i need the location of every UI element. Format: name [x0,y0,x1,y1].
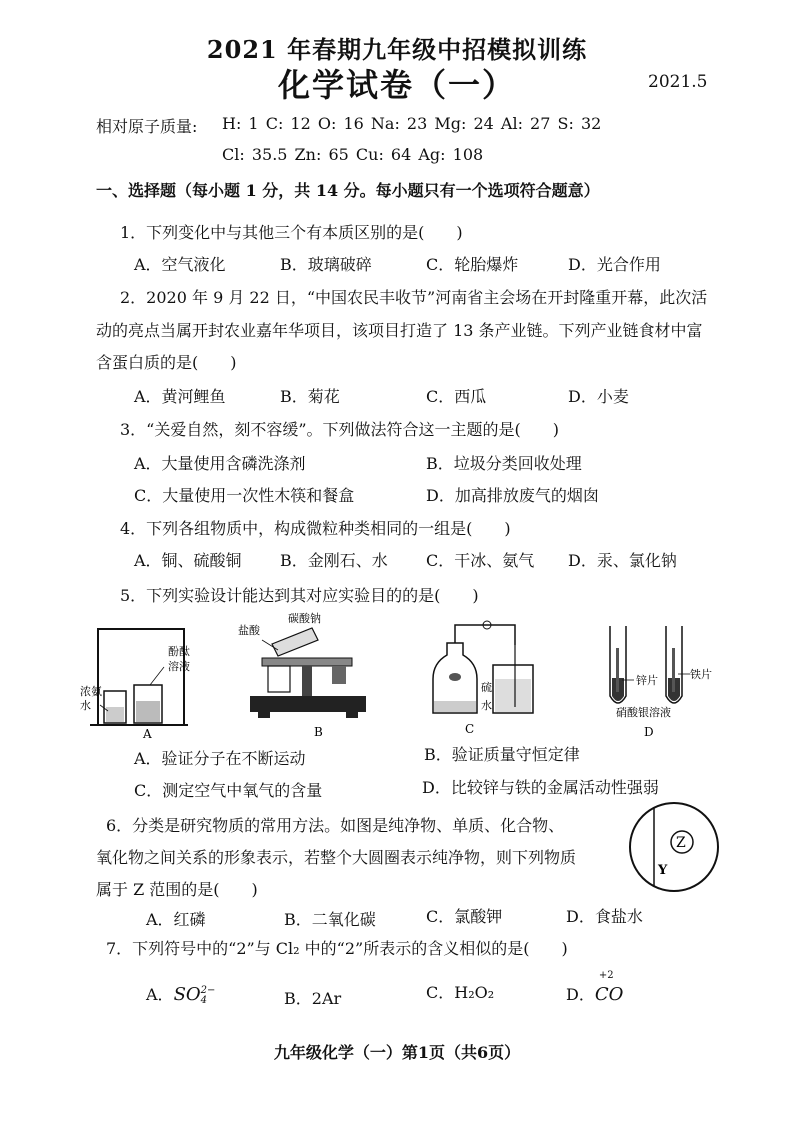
label-phenol: 酚酞 [168,645,190,658]
phenolphthalein-liquid [136,701,160,722]
label-iron: 铁片 [690,668,712,681]
q6-option-d: D．食盐水 [566,907,643,926]
q4-option-d: D．汞、氯化钠 [568,551,677,570]
iron-strip [672,648,675,692]
q7-option-d-letter: D． [566,985,595,1004]
q3-option-c: C．大量使用一次性木筷和餐盒 [134,486,355,505]
experiment-a-figure [80,625,190,740]
label-phenol2: 溶液 [168,660,190,673]
q3-option-a: A．大量使用含磷洗涤剂 [134,454,306,473]
q7-option-a-letter: A． [146,985,174,1004]
question-1-stem: 1．下列变化中与其他三个有本质区别的是( ) [120,223,463,242]
q7-option-a-subscript: 4 [200,994,208,1006]
question-4-stem: 4．下列各组物质中，构成微粒种类相同的一组是( ) [120,519,511,538]
q7-option-d-formula: CO [594,984,624,1005]
q2-option-d: D．小麦 [568,387,629,406]
q7-option-d-valence: +2 [598,970,614,981]
q1-option-d: D．光合作用 [568,255,661,274]
caption-a: A [143,727,152,740]
atomic-mass-label: 相对原子质量: [96,117,198,136]
q2-option-b: B．菊花 [280,387,340,406]
question-3-stem: 3．“关爱自然，刻不容缓”。下列做法符合这一主题的是( ) [120,420,560,439]
exam-date: 2021.5 [648,72,708,92]
caption-d: D [644,725,654,739]
q7-option-a-formula: SO [173,984,201,1005]
balance-base [250,696,366,712]
page-footer: 九年级化学（一）第1页（共6页） [273,1043,521,1062]
label-ammonia: 浓氨 [80,685,102,698]
experiment-c-figure [425,615,545,740]
pure-substance-circle [630,803,718,891]
balance-beam [262,658,352,666]
q4-option-c: C．干冰、氨气 [426,551,535,570]
q1-option-a: A．空气液化 [134,255,226,274]
question-6-stem-line1: 6．分类是研究物质的常用方法。如图是纯净物、单质、化合物、 [106,816,565,835]
question-2-stem-line3: 含蛋白质的是( ) [96,353,237,372]
label-water: 水 [481,699,492,712]
q4-option-b: B．金刚石、水 [280,551,388,570]
label-hcl: 盐酸 [238,624,260,637]
q7-option-a-charge: 2− [200,984,216,996]
question-7-stem: 7．下列符号中的“2”与 Cl₂ 中的“2”所表示的含义相似的是( ) [106,939,568,958]
q6-option-c: C．氯酸钾 [426,907,503,926]
label-zinc: 锌片 [636,674,658,687]
experiment-d-figure [596,618,726,740]
label-na2co3: 碳酸钠 [288,612,321,625]
q6-option-a: A．红磷 [146,910,206,929]
label-sulfur: 硫 [481,681,492,694]
section-title: 一、选择题（每小题 1 分，共 14 分。每小题只有一个选项符合题意） [96,181,600,200]
q7-option-b: B．2Ar [284,989,342,1008]
q3-option-b: B．垃圾分类回收处理 [426,454,582,473]
q5-option-c: C．测定空气中氧气的含量 [134,781,323,800]
atomic-mass-line2: Cl: 35.5 Zn: 65 Cu: 64 Ag: 108 [222,145,484,164]
label-agno3: 硝酸银溶液 [616,706,671,719]
q5-option-a: A．验证分子在不断运动 [134,749,306,768]
q2-option-c: C．西瓜 [426,387,487,406]
label-z: Z [676,835,686,851]
q5-option-d: D．比较锌与铁的金属活动性强弱 [422,778,659,797]
label-y: Y [658,863,668,878]
question-2-stem-line2: 动的亮点当属开封农业嘉年华项目，该项目打造了 13 条产业链。下列产业链食材中富 [96,321,703,340]
q1-option-b: B．玻璃破碎 [280,255,372,274]
question-6-stem-line3: 属于 Z 范围的是( ) [96,880,258,899]
exam-title-line1: 2021 年春期九年级中招模拟训练 [206,35,588,64]
caption-b: B [314,725,323,739]
q4-option-a: A．铜、硫酸铜 [134,551,242,570]
bottle-water [434,701,476,712]
q2-option-a: A．黄河鲤鱼 [134,387,226,406]
tilted-beaker [272,628,318,656]
question-5-stem: 5．下列实验设计能达到其对应实验目的的是( ) [120,586,479,605]
q5-option-b: B．验证质量守恒定律 [424,745,580,764]
exam-title-line2: 化学试卷（一） [277,66,516,104]
sulfur-spoon [449,673,461,681]
q7-option-d [566,970,624,1005]
left-container [268,666,290,692]
classification-diagram [620,800,730,895]
q6-option-b: B．二氧化碳 [284,910,376,929]
atomic-mass-line1: H: 1 C: 12 O: 16 Na: 23 Mg: 24 Al: 27 S: 32 [222,114,602,133]
weights [332,666,346,684]
caption-c: C [465,722,475,736]
q7-option-a [146,982,215,1006]
q3-option-d: D．加高排放废气的烟囱 [426,486,599,505]
question-6-stem-line2: 氧化物之间关系的形象表示，若整个大圆圈表示纯净物，则下列物质 [96,848,577,867]
experiment-b-figure [232,610,382,740]
q7-option-c: C．H₂O₂ [426,983,495,1002]
question-2-stem-line1: 2．2020 年 9 月 22 日，“中国农民丰收节”河南省主会场在开封隆重开幕，此次活 [120,288,708,307]
label-ammonia2: 水 [80,699,91,712]
zinc-strip [616,648,619,692]
q1-option-c: C．轮胎爆炸 [426,255,519,274]
ammonia-liquid [106,707,124,722]
